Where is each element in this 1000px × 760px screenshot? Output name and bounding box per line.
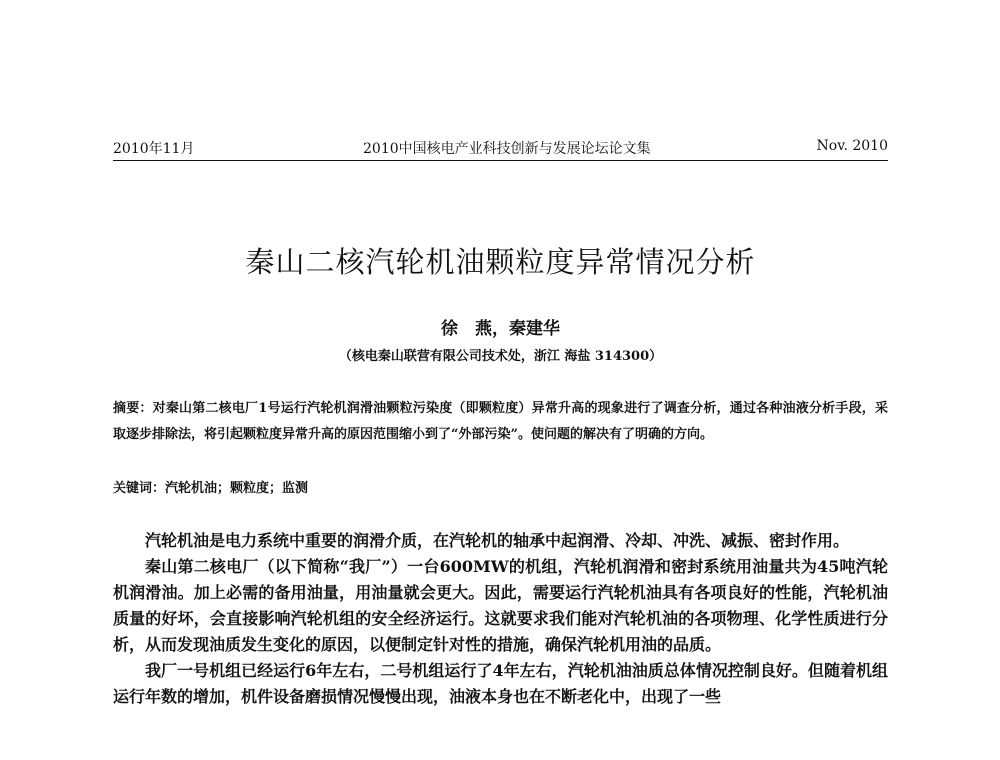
abstract: 摘要：对秦山第二核电厂1号运行汽轮机润滑油颗粒污染度（即颗粒度）异常升高的现象进行了调查分析，通过各种油液分析手段，采取逐步排除法，将引起颗粒度异常升高的原因范围缩小到了“外部污染”。使问题的解决有了明确的方向。 bbox=[113, 401, 888, 442]
author-list: 徐 燕，秦建华 bbox=[441, 319, 560, 339]
paper-title: 秦山二核汽轮机油颗粒度异常情况分析 bbox=[245, 245, 756, 279]
body-text bbox=[113, 528, 888, 710]
header-date-en: Nov. 2010 bbox=[816, 138, 888, 154]
running-header bbox=[113, 138, 888, 160]
header-date-cn: 2010年11月 bbox=[113, 141, 195, 157]
header-proceedings-title: 2010中国核电产业科技创新与发展论坛论文集 bbox=[363, 141, 651, 157]
body-paragraph-3: 我厂一号机组已经运行6年左右，二号机组运行了4年左右，汽轮机油油质总体情况控制良好。但随着机组运行年数的增加，机件设备磨损情况慢慢出现，油液本身也在不断老化中，出现了一些 bbox=[113, 661, 888, 706]
body-paragraph-1: 汽轮机油是电力系统中重要的润滑介质，在汽轮机的轴承中起润滑、冷却、冲洗、减振、密封作用。 bbox=[145, 531, 850, 550]
author-affiliation: （核电秦山联营有限公司技术处，浙江 海盐 314300） bbox=[338, 349, 663, 364]
body-paragraph-2: 秦山第二核电厂（以下简称“我厂”）一台600MW的机组，汽轮机润滑和密封系统用油量共为45吨汽轮机润滑油。加上必需的备用油量，用油量就会更大。因此，需要运行汽轮机油具有各项良好的性能，汽轮机油质量的好坏，会直接影响汽轮机组的安全经济运行。这就要求我们能对汽轮机油的各项物理、化学性质进行分析，从而发现油质发生变化的原因，以便制定针对性的措施，确保汽轮机用油的品质。 bbox=[113, 557, 888, 654]
keywords: 关键词：汽轮机油；颗粒度；监测 bbox=[113, 481, 309, 496]
header-rule bbox=[113, 160, 888, 161]
